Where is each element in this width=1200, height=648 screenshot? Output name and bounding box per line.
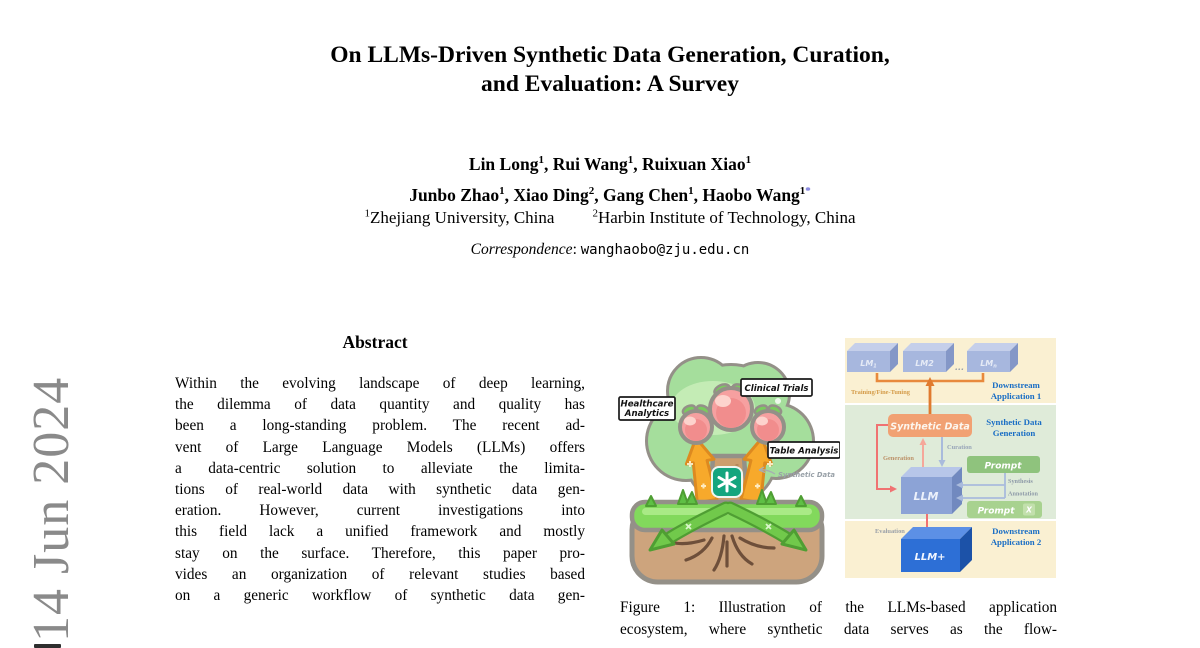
abstract-text [175,373,585,606]
author: Ruixuan Xiao$^1$ [642,153,752,174]
abstract-line: eration. However, current investigations into [175,502,585,520]
label-clinical-trials [741,379,812,396]
correspondence-email[interactable]: wanghaobo@zju.edu.cn [580,242,750,258]
synthetic-data-generation-label [986,417,1042,438]
svg-text:LMn: LMn [980,359,997,370]
author: Xiao Ding$^2$, [513,184,604,205]
paper-title-line2: and Evaluation: A Survey [481,71,739,97]
llm-plus-box [901,527,972,572]
caption-line: Figure 1: Illustration of the LLMs-based application [620,599,1057,616]
svg-text:Healthcare: Healthcare [620,399,674,410]
svg-text:Clinical Trials: Clinical Trials [744,384,809,394]
lmn-box [967,343,1018,372]
svg-text:Application 2: Application 2 [990,537,1042,547]
svg-text:Application 1: Application 1 [990,391,1042,401]
downstream-application1-label [991,380,1042,401]
svg-text:Generation: Generation [992,428,1036,438]
apple-left [680,404,712,443]
arxiv-date-watermark: 14 Jun 2024 [23,376,80,642]
abstract-line: stay on the surface. Therefore, this paper pro- [175,544,585,562]
svg-text:LM1: LM1 [860,359,877,370]
abstract-line: Within the evolving landscape of deep learning, [175,375,585,392]
synthesis-label: Synthesis [1008,478,1033,485]
curation-label: Curation [947,444,972,451]
abstract-line: vent of Large Language Models (LLMs) offers [175,438,585,456]
generation-label: Generation [883,455,914,462]
paper-title [160,41,1060,99]
label-table-analysis [768,442,840,458]
svg-text:X: X [1026,505,1032,515]
author: Gang Chen$^1$, [603,184,703,205]
svg-text:Table Analysis: Table Analysis [769,446,839,457]
downstream-application2-label [991,526,1042,547]
author: Rui Wang$^1$, [552,153,643,174]
abstract-line: the dilemma of data quantity and quality has [175,396,585,414]
authors-row2 [160,178,1060,209]
affiliation-2: $^2$Harbin Institute of Technology, China [592,207,856,227]
abstract-line: a data-centric solution to alleviate the limita- [175,459,585,477]
abstract-line: tions of real-world data with synthetic data gen- [175,481,585,499]
svg-text:Downstream: Downstream [992,526,1040,536]
authors-row1 [160,147,1060,178]
figure1-tree-illustration [616,346,840,590]
label-healthcare-analytics [619,397,675,420]
svg-text:Downstream: Downstream [992,380,1040,390]
abstract-line: been a long-standing problem. The recent ad- [175,417,585,435]
figure1-flowchart [843,337,1058,580]
svg-text:Synthetic Data: Synthetic Data [986,417,1042,427]
svg-text:LLM: LLM [913,490,939,503]
abstract-heading: Abstract [342,332,408,352]
lm1-box [847,343,898,372]
evaluation-label: Evaluation [875,528,905,535]
caption-line: ecosystem, where synthetic data serves as the flow- [620,620,1057,638]
prompt2-label: Prompt [977,506,1015,517]
author: Junbo Zhao$^1$, [409,184,514,205]
abstract-line: vides an organization of relevant studies based [175,565,585,583]
abstract-line: on a generic workflow of synthetic data gen- [175,587,585,605]
correspondence-label: Correspondence [470,241,573,258]
synthetic-data-box-label: Synthetic Data [890,421,970,433]
authors-block [160,147,1060,209]
svg-text:LM2: LM2 [915,359,934,368]
figure1-caption [620,597,1057,640]
abstract-line: this field lack a unified framework and mostly [175,523,585,541]
llm-box [901,467,962,514]
affiliations [160,207,1060,228]
openai-logo-icon [712,467,742,497]
annotation-label: Annotation [1008,490,1038,498]
author: Haobo Wang$^{1*}$ [702,184,811,205]
prompt1-label: Prompt [984,461,1022,472]
lm2-box [903,343,954,372]
corresponding-author-star: * [805,184,811,197]
lm-dots: ... [955,363,965,372]
affiliation-1: $^1$Zhejiang University, China [364,207,555,227]
correspondence-line: Correspondence: wanghaobo@zju.edu.cn [470,241,750,258]
svg-text:Synthetic Data: Synthetic Data [778,471,835,479]
svg-text:LLM+: LLM+ [914,552,946,563]
arxiv-watermark-cutoff-glyph [34,644,61,648]
paper-title-line1: On LLMs-Driven Synthetic Data Generation, Curation, [330,42,890,68]
training-finetuning-label: Training/Fine-Tuning [851,389,910,396]
svg-text:Analytics: Analytics [624,409,670,419]
author: Lin Long$^1$, [468,153,553,174]
apple-right [752,404,784,443]
